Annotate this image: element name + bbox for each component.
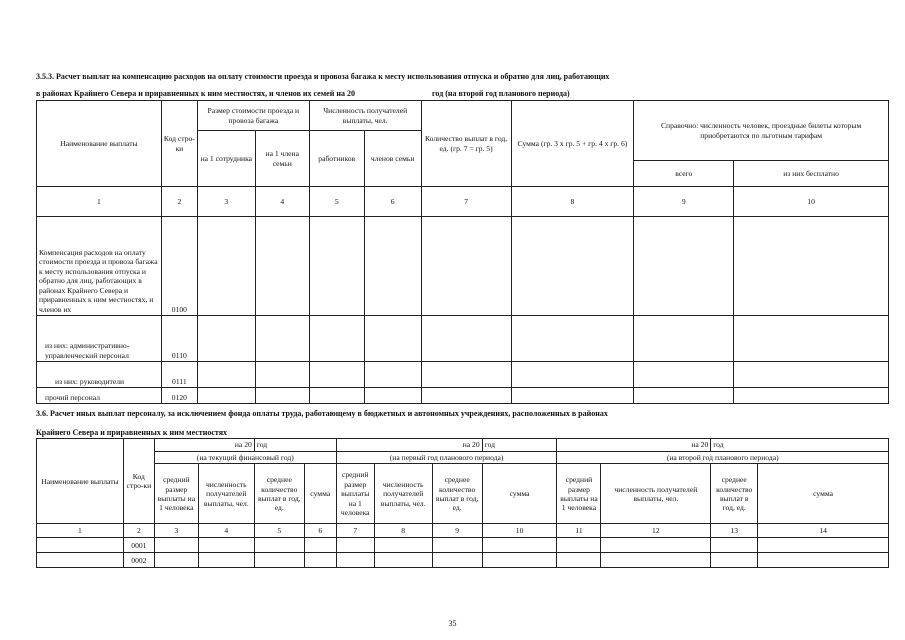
section-353-title-line2: в районах Крайнего Севера и приравненных к ним местностях, и членов их семей на 20 [36,89,355,98]
cell-input[interactable] [309,362,364,388]
header-period-1: (на текущий финансовый год) [154,452,336,464]
table-row [37,362,889,388]
section-36-title-line1: 3.6. Расчет иных выплат персоналу, за исключением фонда оплаты труда, работающему в бюджетных и автономных учреждениях, расположенных в районах [36,409,608,418]
table-row [37,553,889,568]
cell-input[interactable] [255,316,309,362]
header-avg-size: средний размер выплаты на 1 человека [336,464,374,524]
cell-input[interactable] [634,388,734,404]
header-recipients: численность получателей выплаты, чел. [601,464,711,524]
cell-input[interactable] [364,316,421,362]
header-year-suffix-1: год [254,439,336,452]
row-code: 0111 [161,362,197,388]
header-name: Наименование выплаты [37,101,162,187]
col-number: 3 [154,524,198,538]
row-code: 0120 [161,388,197,404]
cell-input[interactable] [198,538,254,553]
cell-input[interactable] [482,538,557,553]
header-reference: Справочно: численность человек, проездные билеты которым приобретаются по льготным тарифам [634,101,889,161]
col-number: 5 [309,187,364,217]
header-year-suffix-2: год [482,439,557,452]
header-code: Код стро-ки [161,101,197,187]
cell-input[interactable] [154,553,198,568]
table-row [37,316,889,362]
header-quantity: Количество выплат в год, ед. (гр. 7 = гр. 5) [421,101,511,187]
cell-input[interactable] [634,362,734,388]
cell-input[interactable] [336,553,374,568]
cell-input[interactable] [734,316,889,362]
row-name: прочий персонал [37,388,162,404]
table-36 [36,438,889,568]
cell-input[interactable] [634,316,734,362]
row-name: из них: административно-управленческий персонал [37,316,162,362]
cell-input[interactable] [304,553,336,568]
cell-input[interactable] [734,362,889,388]
col-number: 9 [432,524,482,538]
cell-input[interactable] [601,553,711,568]
cell-input[interactable] [758,538,889,553]
cell-input[interactable] [309,217,364,316]
cell-input[interactable] [432,538,482,553]
table-353 [36,100,889,404]
col-number: 13 [711,524,758,538]
header-size-per-family: на 1 члена семьи [255,131,309,187]
col-number: 1 [37,524,124,538]
header-size: Размер стоимости проезда и провоза багажа [197,101,309,131]
col-number: 1 [37,187,162,217]
row-code: 0001 [123,538,154,553]
cell-input[interactable] [197,388,255,404]
table-row [37,217,889,316]
col-number: 7 [421,187,511,217]
cell-input[interactable] [197,217,255,316]
col-number: 6 [364,187,421,217]
cell-input[interactable] [254,538,304,553]
header-ref-free: из них бесплатно [734,161,889,187]
row-code: 0002 [123,553,154,568]
cell-input[interactable] [711,553,758,568]
row-name: Компенсация расходов на оплату стоимости проезда и провоза багажа к месту использования отпуска и обратно для лиц, работающих в районах Крайнего Севера и приравненных к ним местностях, и членов их [37,217,162,316]
header-recipients: численность получателей выплаты, чел. [374,464,432,524]
cell-input[interactable] [255,217,309,316]
col-number: 8 [511,187,634,217]
cell-input[interactable] [421,217,511,316]
cell-input[interactable] [309,388,364,404]
header-period-3: (на второй год планового периода) [557,452,889,464]
col-number: 4 [255,187,309,217]
cell-input[interactable] [421,316,511,362]
cell-input[interactable] [364,362,421,388]
col-number: 10 [734,187,889,217]
cell-input[interactable] [198,553,254,568]
section-353-title-period: год (на второй год планового периода) [432,89,570,98]
header-count: Численность получателей выплаты, чел. [309,101,421,131]
header-avg-qty: среднее количество выплат в год, ед. [254,464,304,524]
section-36-title-line2: Крайнего Севера и приравненных к ним местностях [36,428,228,437]
cell-input[interactable] [511,316,634,362]
cell-input[interactable] [197,316,255,362]
header-avg-qty: среднее количество выплат в год, ед. [711,464,758,524]
cell-input[interactable] [255,388,309,404]
header-recipients: численность получателей выплаты, чел. [198,464,254,524]
cell-input[interactable] [511,362,634,388]
row-name[interactable] [37,538,124,553]
cell-input[interactable] [734,388,889,404]
header-year-prefix-3: на 20 [557,439,711,452]
row-name[interactable] [37,553,124,568]
col-number: 10 [482,524,557,538]
table-row [37,388,889,404]
header-avg-size: средний размер выплаты на 1 человека [154,464,198,524]
column-numbers-row [37,524,889,538]
cell-input[interactable] [197,362,255,388]
cell-input[interactable] [711,538,758,553]
col-number: 11 [557,524,601,538]
col-number: 7 [336,524,374,538]
cell-input[interactable] [374,538,432,553]
header-avg-qty: среднее количество выплат в год, ед. [432,464,482,524]
cell-input[interactable] [364,388,421,404]
col-number: 8 [374,524,432,538]
col-number: 6 [304,524,336,538]
cell-input[interactable] [511,217,634,316]
header-code: Код стро-ки [123,439,154,524]
header-count-employees: работников [309,131,364,187]
row-code: 0110 [161,316,197,362]
col-number: 2 [161,187,197,217]
cell-input[interactable] [309,316,364,362]
header-year-suffix-3: год [711,439,889,452]
row-name: из них: руководители [37,362,162,388]
cell-input[interactable] [482,553,557,568]
header-year-prefix-1: на 20 [154,439,254,452]
header-sum: сумма [758,464,889,524]
cell-input[interactable] [734,217,889,316]
cell-input[interactable] [154,538,198,553]
col-number: 4 [198,524,254,538]
cell-input[interactable] [432,553,482,568]
cell-input[interactable] [374,553,432,568]
header-period-2: (на первый год планового периода) [336,452,557,464]
cell-input[interactable] [254,553,304,568]
cell-input[interactable] [758,553,889,568]
cell-input[interactable] [557,538,601,553]
column-numbers-row [37,187,889,217]
cell-input[interactable] [255,362,309,388]
col-number: 3 [197,187,255,217]
cell-input[interactable] [601,538,711,553]
cell-input[interactable] [304,538,336,553]
cell-input[interactable] [421,388,511,404]
col-number: 5 [254,524,304,538]
header-size-per-employee: на 1 сотрудника [197,131,255,187]
header-ref-total: всего [634,161,734,187]
col-number: 12 [601,524,711,538]
cell-input[interactable] [511,388,634,404]
cell-input[interactable] [364,217,421,316]
col-number: 14 [758,524,889,538]
col-number: 9 [634,187,734,217]
cell-input[interactable] [557,553,601,568]
cell-input[interactable] [421,362,511,388]
row-code: 0100 [161,217,197,316]
header-sum: сумма [304,464,336,524]
col-number: 2 [123,524,154,538]
cell-input[interactable] [336,538,374,553]
header-sum: Сумма (гр. 3 х гр. 5 + гр. 4 х гр. 6) [511,101,634,187]
header-avg-size: средний размер выплаты на 1 человека [557,464,601,524]
header-year-prefix-2: на 20 [336,439,482,452]
section-353-title-line1: 3.5.3. Расчет выплат на компенсацию расходов на оплату стоимости проезда и провоза багажа к месту использования отпуска и обратно для лиц, работающих [36,72,610,81]
header-sum: сумма [482,464,557,524]
header-name: Наименование выплаты [37,439,124,524]
table-row [37,538,889,553]
page-number: 35 [448,619,457,628]
header-count-family: членов семьи [364,131,421,187]
cell-input[interactable] [634,217,734,316]
